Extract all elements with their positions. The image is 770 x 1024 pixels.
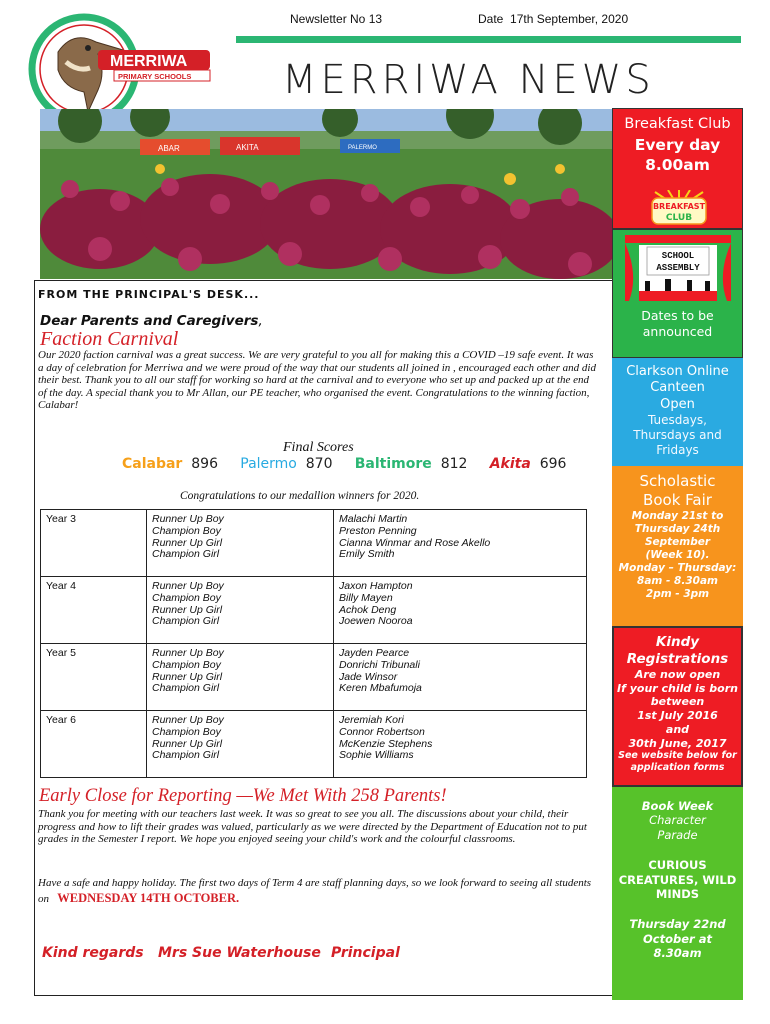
score-palermo: 870 bbox=[305, 456, 333, 472]
score-calabar: 896 bbox=[191, 456, 218, 472]
table-row bbox=[41, 577, 587, 644]
roles-cell: Runner Up Boy Champion Boy Runner Up Girl Champion Girl bbox=[147, 644, 334, 711]
canteen-days-3: Fridays bbox=[656, 442, 699, 457]
names-cell: Jeremiah Kori Connor Robertson McKenzie Stephens Sophie Williams bbox=[334, 711, 587, 778]
canteen-title-3: Open bbox=[660, 396, 695, 412]
bookweek-line-7: Thursday 22nd bbox=[629, 917, 726, 932]
kindy-line-5: and bbox=[665, 722, 690, 736]
assembly-sign-text: ASSEMBLY bbox=[656, 263, 700, 273]
kindy-line-1: Are now open bbox=[634, 667, 721, 681]
bookweek-line-1: Book Week bbox=[641, 799, 714, 813]
greeting bbox=[40, 313, 263, 329]
bookfair-date-4: (Week 10). bbox=[645, 548, 710, 561]
assembly-sign-text: SCHOOL bbox=[661, 251, 695, 261]
roles-cell: Runner Up Boy Champion Boy Runner Up Girl Champion Girl bbox=[147, 510, 334, 577]
signoff-name: Mrs Sue Waterhouse bbox=[158, 945, 321, 961]
team-palermo: Palermo bbox=[240, 456, 297, 472]
faction-carnival-title: Faction Carnival bbox=[40, 328, 179, 350]
faction-paragraph: Our 2020 faction carnival was a great success. We are very grateful to you all for making this a COVID –19 safe event. It was a day of celebration for Merriwa and we were proud of the way that our students all joined in , encouraged each other and did their best. Thank you to all our staff for working so hard at the carnival and to everyone who set up and packed up at the end of the day. A special thank you to Mr Allan, our PE teacher, who organised the event. Congratulations to the winning faction, Calabar! bbox=[38, 349, 596, 412]
newsletter-date bbox=[478, 12, 628, 26]
team-calabar: Calabar bbox=[122, 456, 183, 472]
book-week-box bbox=[612, 787, 743, 1000]
names-cell: Jayden Pearce Donrichi Tribunali Jade Winsor Keren Mbafumoja bbox=[334, 644, 587, 711]
bookfair-time-2: 2pm - 3pm bbox=[645, 588, 710, 601]
logo-subtext: PRIMARY SCHOOLS bbox=[118, 72, 192, 81]
section-heading: FROM THE PRINCIPAL'S DESK... bbox=[38, 288, 260, 301]
breakfast-club-badge bbox=[650, 190, 708, 226]
year-cell: Year 3 bbox=[41, 510, 147, 577]
score-akita: 696 bbox=[539, 456, 567, 472]
bookweek-line-5: CREATURES, WILD bbox=[618, 872, 737, 887]
bookweek-line-2: Character bbox=[649, 813, 706, 828]
table-row bbox=[41, 644, 587, 711]
year-cell: Year 4 bbox=[41, 577, 147, 644]
table-row bbox=[41, 711, 587, 778]
masthead-title: MERRIWA NEWS bbox=[282, 57, 655, 103]
kindy-registrations-box bbox=[612, 626, 743, 787]
kindy-line-4: 1st July 2016 bbox=[637, 709, 718, 722]
logo-text: MERRIWA bbox=[110, 53, 188, 70]
carnival-photo bbox=[40, 109, 613, 279]
signoff-regards: Kind regards bbox=[42, 945, 144, 961]
canteen-days-2: Thursdays and bbox=[633, 427, 722, 442]
banner-text: AKITA bbox=[236, 143, 259, 152]
bookfair-days: Monday – Thursday: bbox=[618, 562, 737, 574]
team-baltimore: Baltimore bbox=[354, 456, 432, 472]
canteen-days-1: Tuesdays, bbox=[648, 412, 707, 427]
bookfair-date-3: September bbox=[644, 535, 711, 548]
assembly-dates-line2: announced bbox=[642, 324, 713, 339]
holiday-text: Have a safe and happy holiday. The first two days of Term 4 are staff planning days, so we look forward to seeing all students on bbox=[38, 877, 592, 905]
kindy-line-8: application forms bbox=[630, 762, 725, 774]
kindy-title-1: Kindy bbox=[655, 634, 700, 650]
final-scores bbox=[122, 456, 566, 472]
bookweek-line-4: CURIOUS bbox=[648, 858, 707, 873]
kindy-title-2: Registrations bbox=[626, 650, 729, 667]
breakfast-every-day: Every day bbox=[634, 136, 721, 155]
score-baltimore: 812 bbox=[440, 456, 468, 472]
holiday-paragraph bbox=[38, 876, 598, 907]
greeting-punct: , bbox=[258, 313, 263, 329]
medallion-winners-table bbox=[40, 509, 587, 778]
team-akita: Akita bbox=[489, 456, 531, 472]
table-row bbox=[41, 510, 587, 577]
early-close-title: Early Close for Reporting —We Met With 258 Parents! bbox=[39, 786, 447, 806]
year-cell: Year 5 bbox=[41, 644, 147, 711]
bookweek-line-9: 8.30am bbox=[653, 946, 702, 960]
assembly-sign bbox=[625, 235, 731, 301]
bookfair-date-2: Thursday 24th bbox=[634, 522, 721, 535]
date-label: Date bbox=[478, 12, 504, 26]
scores-heading: Final Scores bbox=[283, 440, 354, 455]
greeting-text: Dear Parents and Caregivers bbox=[40, 313, 259, 329]
kindy-line-3: between bbox=[650, 695, 705, 709]
medallion-heading: Congratulations to our medallion winners for 2020. bbox=[180, 490, 420, 502]
banner-text: PALERMO bbox=[348, 145, 377, 151]
roles-cell: Runner Up Boy Champion Boy Runner Up Girl Champion Girl bbox=[147, 577, 334, 644]
canteen-title-1: Clarkson Online bbox=[626, 364, 729, 379]
signoff-title: Principal bbox=[331, 945, 400, 961]
bookweek-line-8: October at bbox=[643, 931, 712, 946]
canteen-box bbox=[612, 358, 743, 466]
bookfair-title-2: Book Fair bbox=[643, 490, 712, 509]
newsletter-number: Newsletter No 13 bbox=[290, 12, 383, 26]
book-fair-box bbox=[612, 466, 743, 626]
bookweek-line-6: MINDS bbox=[655, 886, 700, 901]
kindy-line-7: See website below for bbox=[618, 750, 737, 762]
roles-cell: Runner Up Boy Champion Boy Runner Up Girl Champion Girl bbox=[147, 711, 334, 778]
return-date: WEDNESDAY 14TH OCTOBER. bbox=[57, 891, 240, 905]
school-assembly-box bbox=[612, 229, 743, 358]
bookweek-line-3: Parade bbox=[657, 827, 698, 842]
kindy-line-6: 30th June, 2017 bbox=[628, 736, 727, 750]
bookfair-time-1: 8am - 8.30am bbox=[637, 575, 718, 588]
badge-text: CLUB bbox=[665, 213, 693, 223]
breakfast-time: 8.00am bbox=[645, 155, 710, 174]
school-logo bbox=[28, 12, 213, 124]
names-cell: Jaxon Hampton Billy Mayen Achok Deng Joewen Nooroa bbox=[334, 577, 587, 644]
breakfast-club-box bbox=[612, 108, 743, 229]
banner-text: ABAR bbox=[158, 144, 180, 153]
year-cell: Year 6 bbox=[41, 711, 147, 778]
badge-text: BREAKFAST bbox=[652, 202, 706, 211]
date-value: 17th September, 2020 bbox=[510, 12, 629, 26]
header-rule bbox=[236, 36, 741, 43]
names-cell: Malachi Martin Preston Penning Cianna Winmar and Rose Akello Emily Smith bbox=[334, 510, 587, 577]
kindy-line-2: If your child is born bbox=[617, 681, 738, 695]
bookfair-date-1: Monday 21st to bbox=[631, 509, 724, 522]
early-close-paragraph: Thank you for meeting with our teachers last week. It was so great to see you all. The discussions about your child, their progress and how to lift their grades was valued, particularly as we were directed by the Department of Education not to put grades in the Semester I report. We hope you enjoyed seeing your child's work and the colourful classrooms. bbox=[38, 808, 587, 846]
breakfast-title: Breakfast Club bbox=[624, 116, 731, 132]
canteen-title-2: Canteen bbox=[650, 380, 705, 396]
assembly-dates-line1: Dates to be bbox=[641, 308, 714, 323]
bookfair-title-1: Scholastic bbox=[639, 472, 716, 490]
